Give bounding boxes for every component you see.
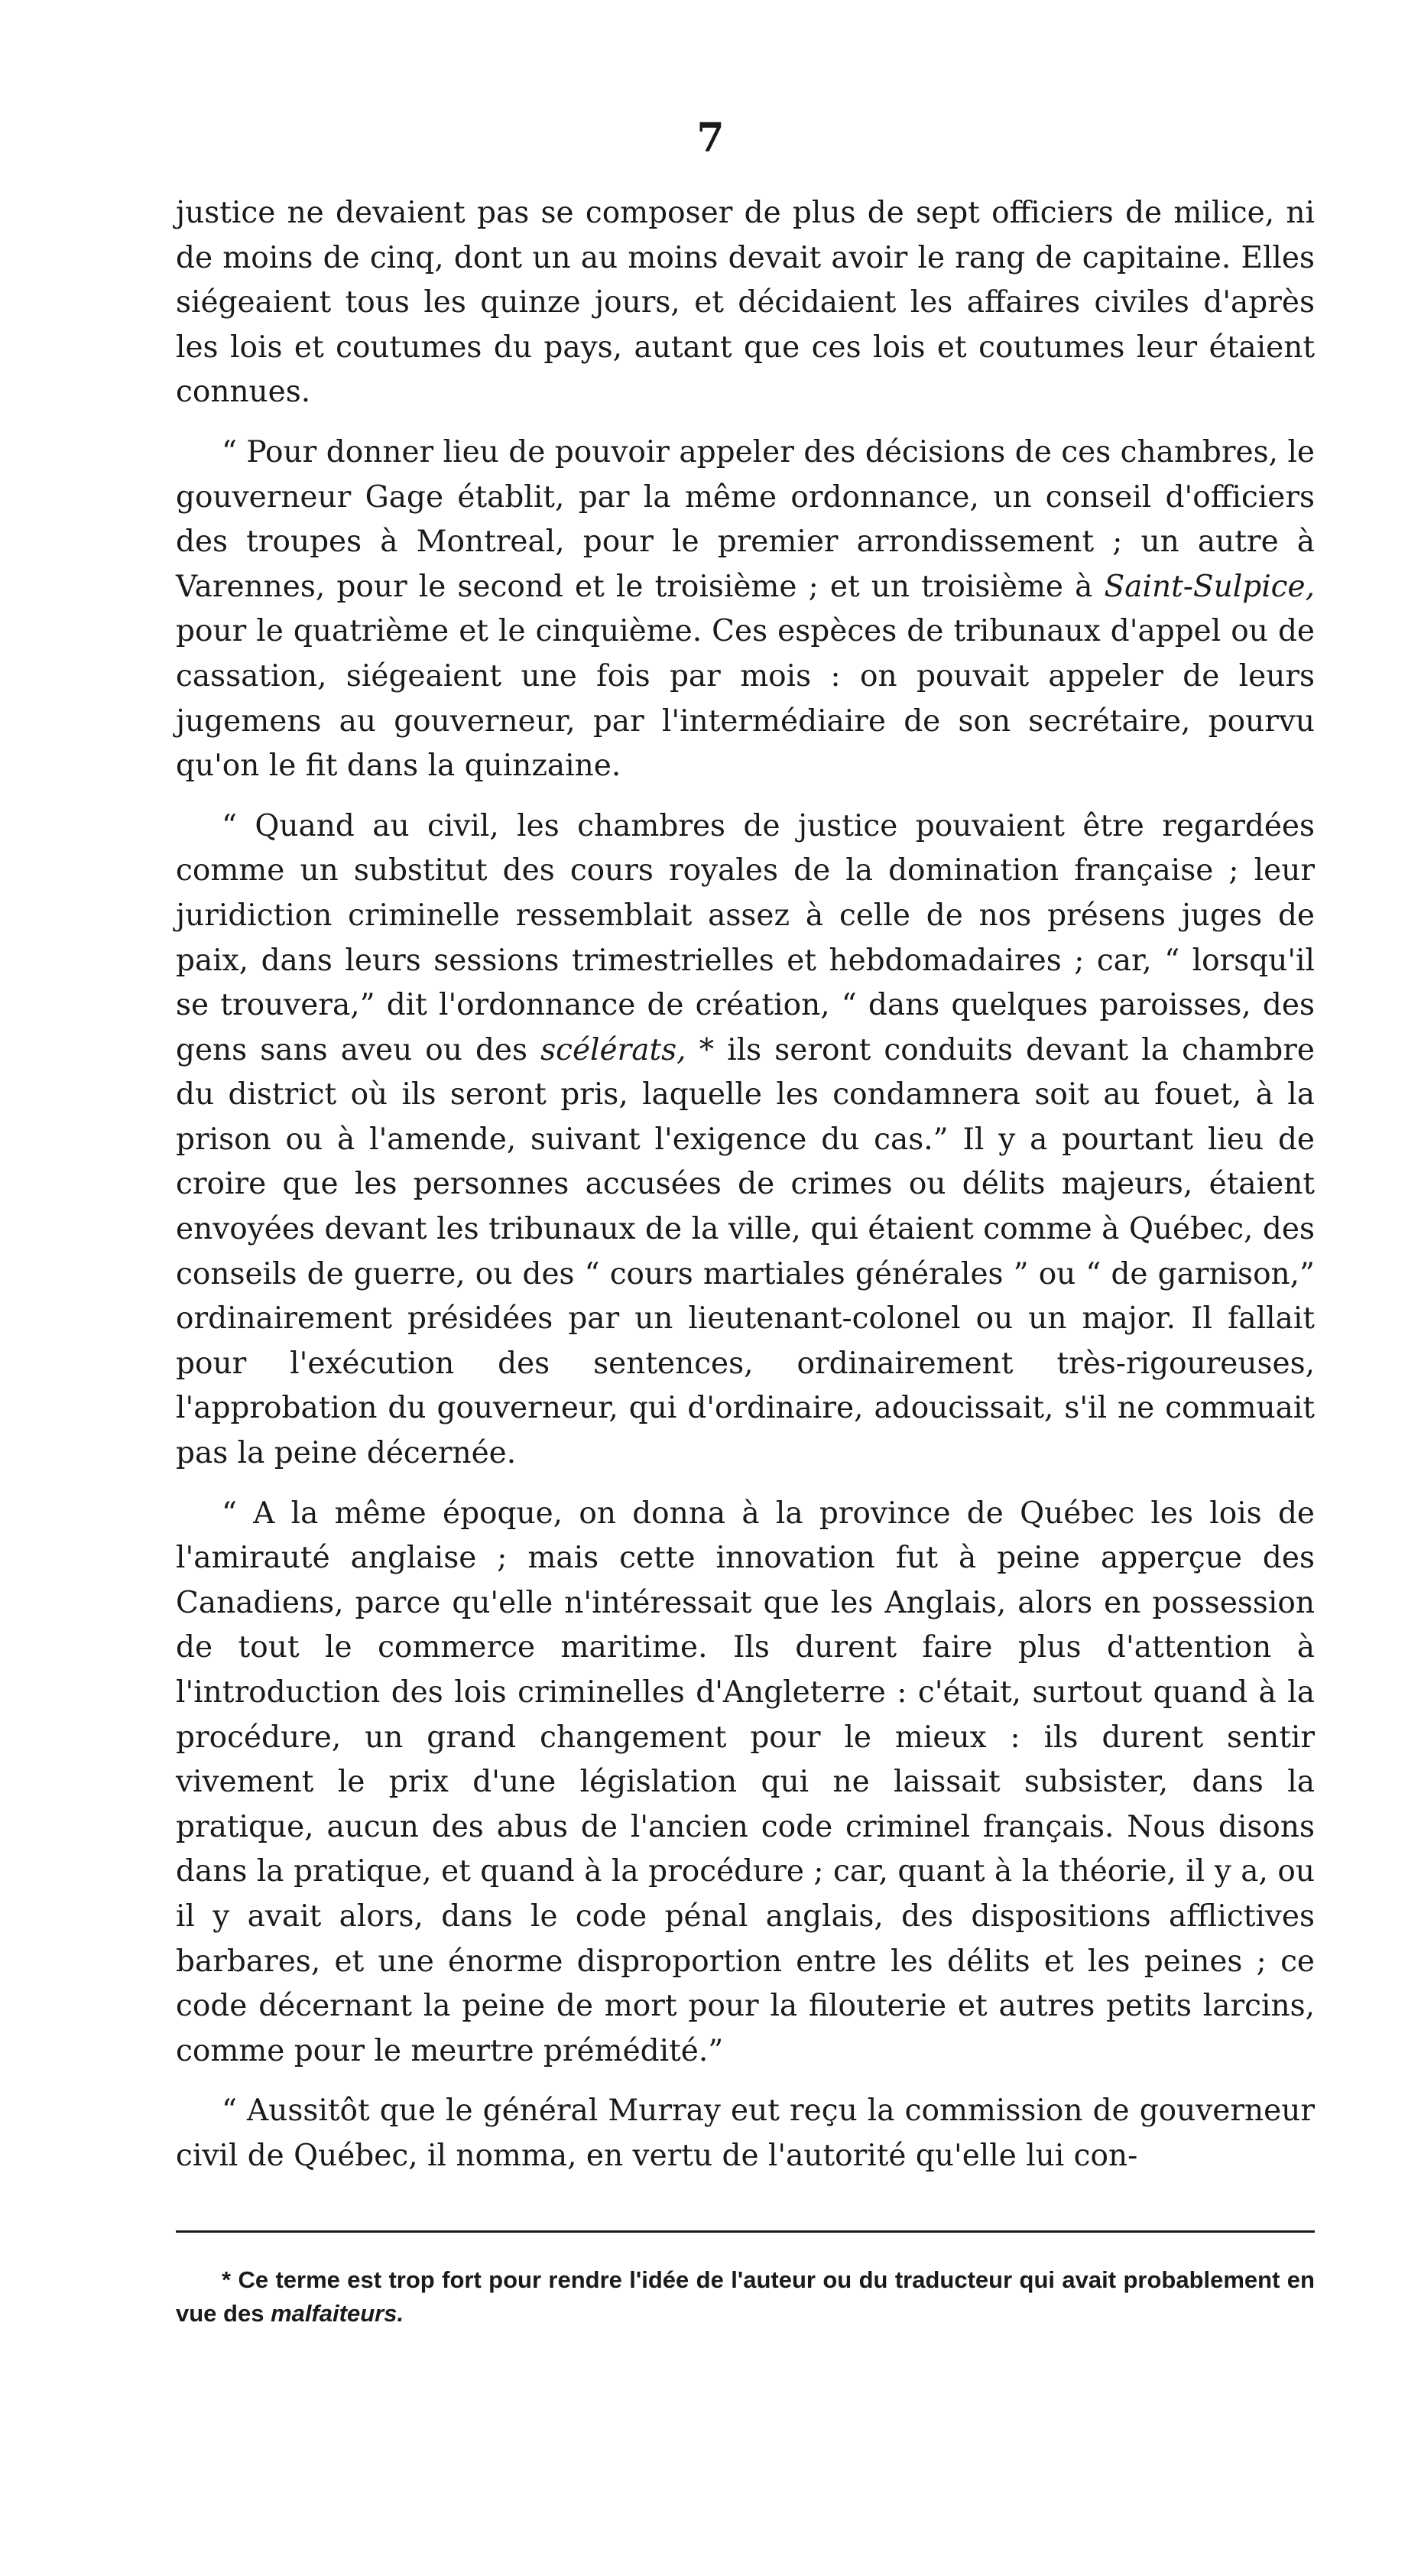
footnote-text: Ce terme est trop fort pour rendre l'idée de l'auteur ou du traducteur qui avait probablement en vue des — [176, 2266, 1315, 2327]
body-text — [176, 191, 1315, 2194]
footnote-divider — [176, 2230, 1315, 2233]
paragraph-chambers-of-justice — [176, 804, 1315, 1476]
paragraph-appeal-councils — [176, 430, 1315, 789]
paragraph-murray-commission: “ Aussitôt que le général Murray eut reçu la commission de gouverneur civil de Québec, il nomma, en vertu de l'autorité qu'elle lui con- — [176, 2094, 1315, 2173]
footnote-italic-term: malfaiteurs. — [271, 2300, 404, 2327]
footnote-reference: * — [686, 1032, 728, 1067]
paragraph-admiralty-laws: “ A la même époque, on donna à la province de Québec les lois de l'amirauté anglaise ; mais cette innovation fut à peine apperçue des Canadiens, parce qu'elle n'intéressait que les Anglais, alors en possession de tout le commerce maritime. Ils durent faire plus d'attention à l'introduction des lois criminelles d'Angleterre : c'était, surtout quand à la procédure, un grand changement pour le mieux : ils durent sentir vivement le prix d'une législation qui ne laissait subsister, dans la pratique, aucun des abus de l'ancien code criminel français. Nous disons dans la pratique, et quand à la procédure ; car, quant à la théorie, il y a, ou il y avait alors, dans le code pénal anglais, des dispositions afflictives barbares, et une énorme disproportion entre les délits et les peines ; ce code décernant la peine de mort pour la filouterie et autres petits larcins, comme pour le meurtre prémédité.” — [176, 1496, 1315, 2068]
text-run: pour le quatrième et le cinquième. Ces espèces de tribunaux d'appel ou de cassation, siégeaient une fois par mois : on pouvait appeler de leurs jugemens au gouverneur, par l'intermédiaire de son secrétaire, pourvu qu'on le fit dans la quinzaine. — [176, 614, 1315, 784]
footnote-mark: * — [222, 2266, 238, 2293]
footnote — [176, 2263, 1315, 2331]
italic-term: scélérats, — [540, 1032, 686, 1067]
page-number: 7 — [696, 115, 725, 161]
text-run: “ Quand au civil, les chambres de justice pouvaient être regardées comme un substitut des cours royales de la domination française ; leur juridiction criminelle ressemblait assez à celle de nos présens juges de paix, dans leurs sessions trimestrielles et hebdomadaires ; car, “ lorsqu'il se trouvera,” dit l'ordonnance de création, “ dans quelques paroisses, des gens sans aveu ou des — [176, 808, 1315, 1067]
paragraph-continuation: justice ne devaient pas se composer de plus de sept officiers de milice, ni de moins de cinq, dont un au moins devait avoir le rang de capitaine. Elles siégeaient tous les quinze jours, et décidaient les affaires civiles d'après les lois et coutumes du pays, autant que ces lois et coutumes leur étaient connues. — [176, 196, 1315, 410]
text-run: ils seront conduits devant la chambre du district où ils seront pris, laquelle les condamnera soit au fouet, à la prison ou à l'amende, suivant l'exigence du cas.” Il y a pourtant lieu de croire que les personnes accusées de crimes ou délits majeurs, étaient envoyées devant les tribunaux de la ville, qui étaient comme à Québec, des conseils de guerre, ou des “ cours martiales générales ” ou “ de garnison,” ordinairement présidées par un lieutenant-colonel ou un major. Il fallait pour l'exécution des sentences, ordinairement très-rigoureuses, l'approbation du gouverneur, qui d'ordinaire, adoucissait, s'il ne commuait pas la peine décernée. — [176, 1032, 1315, 1471]
text-run: “ Pour donner lieu de pouvoir appeler des décisions de ces chambres, le gouverneur Gage établit, par la même ordonnance, un conseil d'officiers des troupes à Montreal, pour le premier arrondissement ; un autre à Varennes, pour le second et le troisième ; et un troisième à — [176, 434, 1315, 604]
italic-place-name: Saint-Sulpice, — [1104, 569, 1315, 604]
